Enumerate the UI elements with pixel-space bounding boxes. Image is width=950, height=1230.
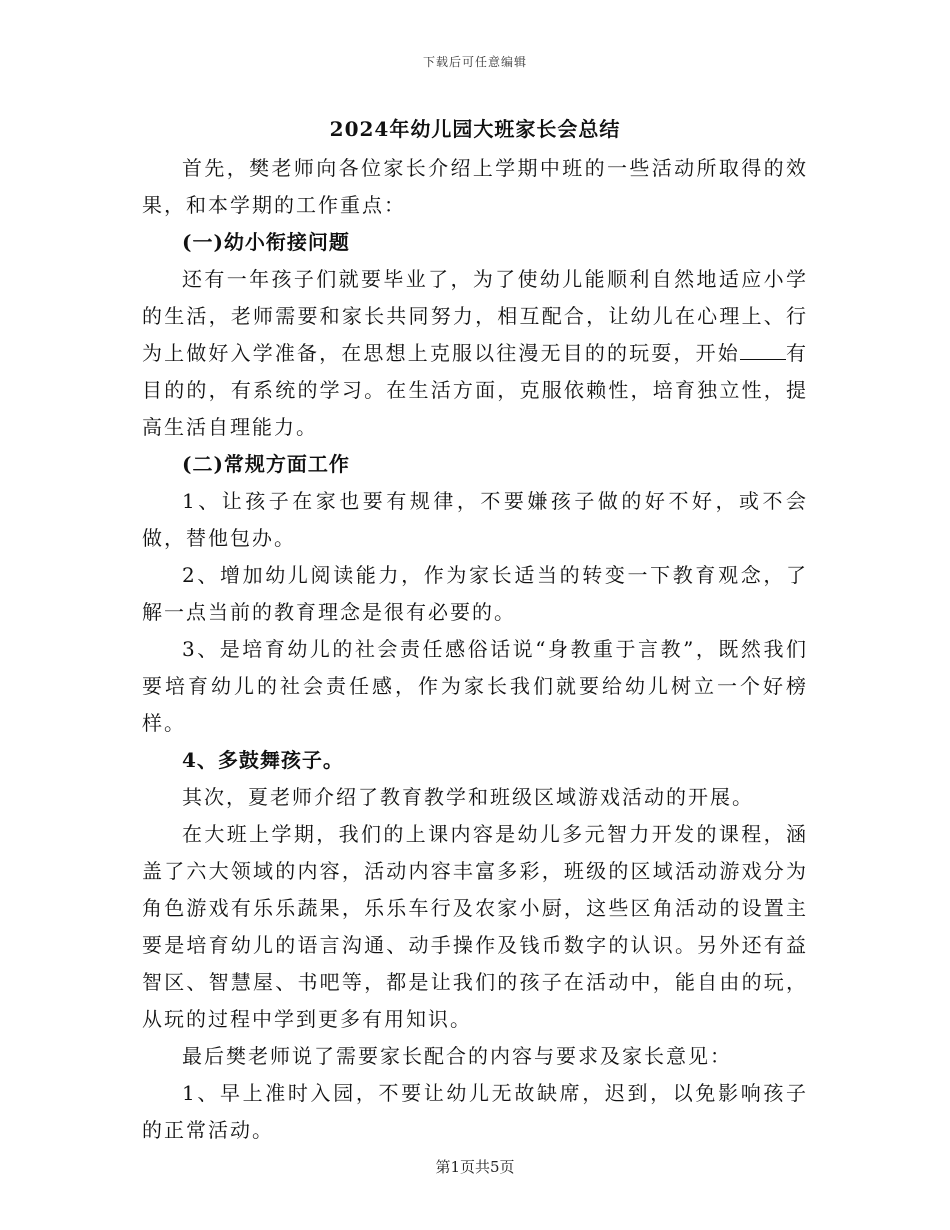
section-heading-transition: (一)幼小衔接问题 [182,230,350,254]
paragraph-transition [142,261,808,446]
section-heading-routine: (二)常规方面工作 [182,452,350,476]
paragraph-finally: 最后樊老师说了需要家长配合的内容与要求及家长意见： [182,1044,732,1068]
page-footer: 第1页共5页 [435,1158,515,1176]
paragraph-secondly: 其次，夏老师介绍了教育教学和班级区域游戏活动的开展。 [182,785,754,809]
paragraph-class-activities: 在大班上学期，我们的上课内容是幼儿多元智力开发的课程，涵盖了六大领域的内容，活动内容丰富多彩，班级的区域活动游戏分为角色游戏有乐乐蔬果，乐乐车行及农家小厨，这些区角活动的设置主要是培育幼儿的语言沟通、动手操作及钱币数字的认识。另外还有益智区、智慧屋、书吧等，都是让我们的孩子在活动中，能自由的玩，从玩的过程中学到更多有用知识。 [142,822,808,1031]
paragraph-transition-part2: 有目的的，有系统的学习。在生活方面，克服依赖性，培育独立性，提高生活自理能力。 [142,341,809,439]
document-body [142,112,808,1149]
paragraph-intro: 首先，樊老师向各位家长介绍上学期中班的一些活动所取得的效果，和本学期的工作重点： [142,156,808,217]
list-item-routine-2: 2、增加幼儿阅读能力，作为家长适当的转变一下教育观念，了解一点当前的教育理念是很有必要的。 [142,563,808,624]
list-item-routine-1: 1、让孩子在家也要有规律，不要嫌孩子做的好不好，或不会做，替他包办。 [142,489,808,550]
list-item-routine-4: 4、多鼓舞孩子。 [182,748,344,772]
fill-in-blank [740,343,786,360]
page-header: 下载后可任意编辑 [422,55,527,69]
paragraph-requirement-1: 1、早上准时入园，不要让幼儿无故缺席，迟到，以免影响孩子的正常活动。 [142,1081,808,1142]
document-title: 2024年幼儿园大班家长会总结 [329,117,621,141]
list-item-routine-3: 3、是培育幼儿的社会责任感俗话说“身教重于言教”，既然我们要培育幼儿的社会责任感，作为家长我们就要给幼儿树立一个好榜样。 [142,637,808,735]
paragraph-transition-part1: 还有一年孩子们就要毕业了，为了使幼儿能顺利自然地适应小学的生活，老师需要和家长共同努力，相互配合，让幼儿在心理上、行为上做好入学准备，在思想上克服以往漫无目的的玩耍，开始 [142,267,808,365]
